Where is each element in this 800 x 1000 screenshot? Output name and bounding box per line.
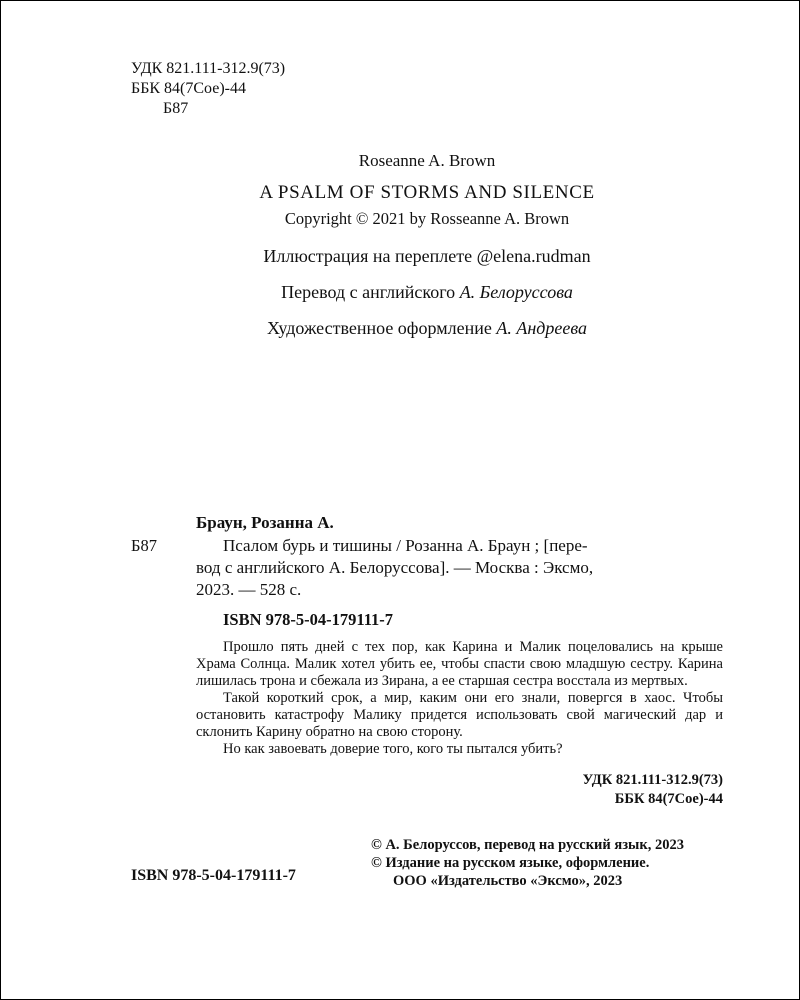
annotation-paragraph: Но как завоевать доверие того, кого ты пытался убить? xyxy=(223,741,563,757)
isbn-bottom: ISBN 978-5-04-179111-7 xyxy=(131,867,296,884)
catalog-description-row xyxy=(131,535,723,601)
copyright-line-publisher: ООО «Издательство «Эксмо», 2023 xyxy=(393,872,623,889)
bibliographic-block xyxy=(131,513,723,809)
translator-name: А. Белоруссова xyxy=(459,282,573,302)
original-title: A PSALM OF STORMS AND SILENCE xyxy=(259,182,595,203)
translation-credit-label: Перевод с английского xyxy=(281,282,456,302)
bbk-code-top: ББК 84(7Сое)-44 xyxy=(131,80,246,97)
copyright-imprint-block xyxy=(371,837,684,891)
cover-illustration-credit: Иллюстрация на переплете @elena.rudman xyxy=(263,246,591,266)
translation-credit xyxy=(131,282,723,303)
copyright-line-translator: © А. Белоруссов, перевод на русский язык, 2023 xyxy=(371,837,684,853)
designer-name: А. Андреева xyxy=(496,318,588,338)
udk-code-top: УДК 821.111-312.9(73) xyxy=(131,60,286,77)
author-sign-code-top: Б87 xyxy=(163,100,189,117)
original-copyright: Copyright © 2021 by Rosseanne A. Brown xyxy=(284,209,570,228)
annotation-paragraph: Такой короткий срок, а мир, каким они его знали, повергся в хаос. Чтобы остановить катастрофу Малику придется использовать свой магический дар и склонить Карину обратно на свою сторону. xyxy=(196,690,723,741)
udk-code-bottom: УДК 821.111-312.9(73) xyxy=(582,771,723,788)
title-credits-block xyxy=(131,151,723,354)
codes-right-block xyxy=(131,771,723,809)
catalog-description-line: Псалом бурь и тишины / Розанна А. Браун ; [пере- xyxy=(223,536,588,555)
author-sign-code-margin: Б87 xyxy=(131,536,157,555)
bbk-code-bottom: ББК 84(7Сое)-44 xyxy=(614,791,723,808)
catalog-description xyxy=(196,535,723,601)
catalog-author-heading: Браун, Розанна А. xyxy=(196,513,334,532)
catalog-description-line: вод с английского А. Белоруссова]. — Москва : Эксмо, xyxy=(196,558,594,578)
copyright-line-edition: © Издание на русском языке, оформление. xyxy=(371,854,650,871)
design-credit-label: Художественное оформление xyxy=(266,318,492,338)
annotation-paragraph: Прошло пять дней с тех пор, как Карина и Малик поцеловались на крыше Храма Солнца. Малик хотел убить ее, чтобы спасти свою младшую сестру. Карина лишилась трона и сбежала из Зирана, а ее старшая сестра восстала из мертвых. xyxy=(196,639,723,690)
top-codes-block xyxy=(131,59,285,119)
annotation-block xyxy=(131,639,723,758)
isbn-catalog: ISBN 978-5-04-179111-7 xyxy=(223,610,394,630)
catalog-description-line: 2023. — 528 с. xyxy=(196,580,302,600)
original-author: Roseanne A. Brown xyxy=(358,151,496,170)
design-credit xyxy=(131,318,723,339)
